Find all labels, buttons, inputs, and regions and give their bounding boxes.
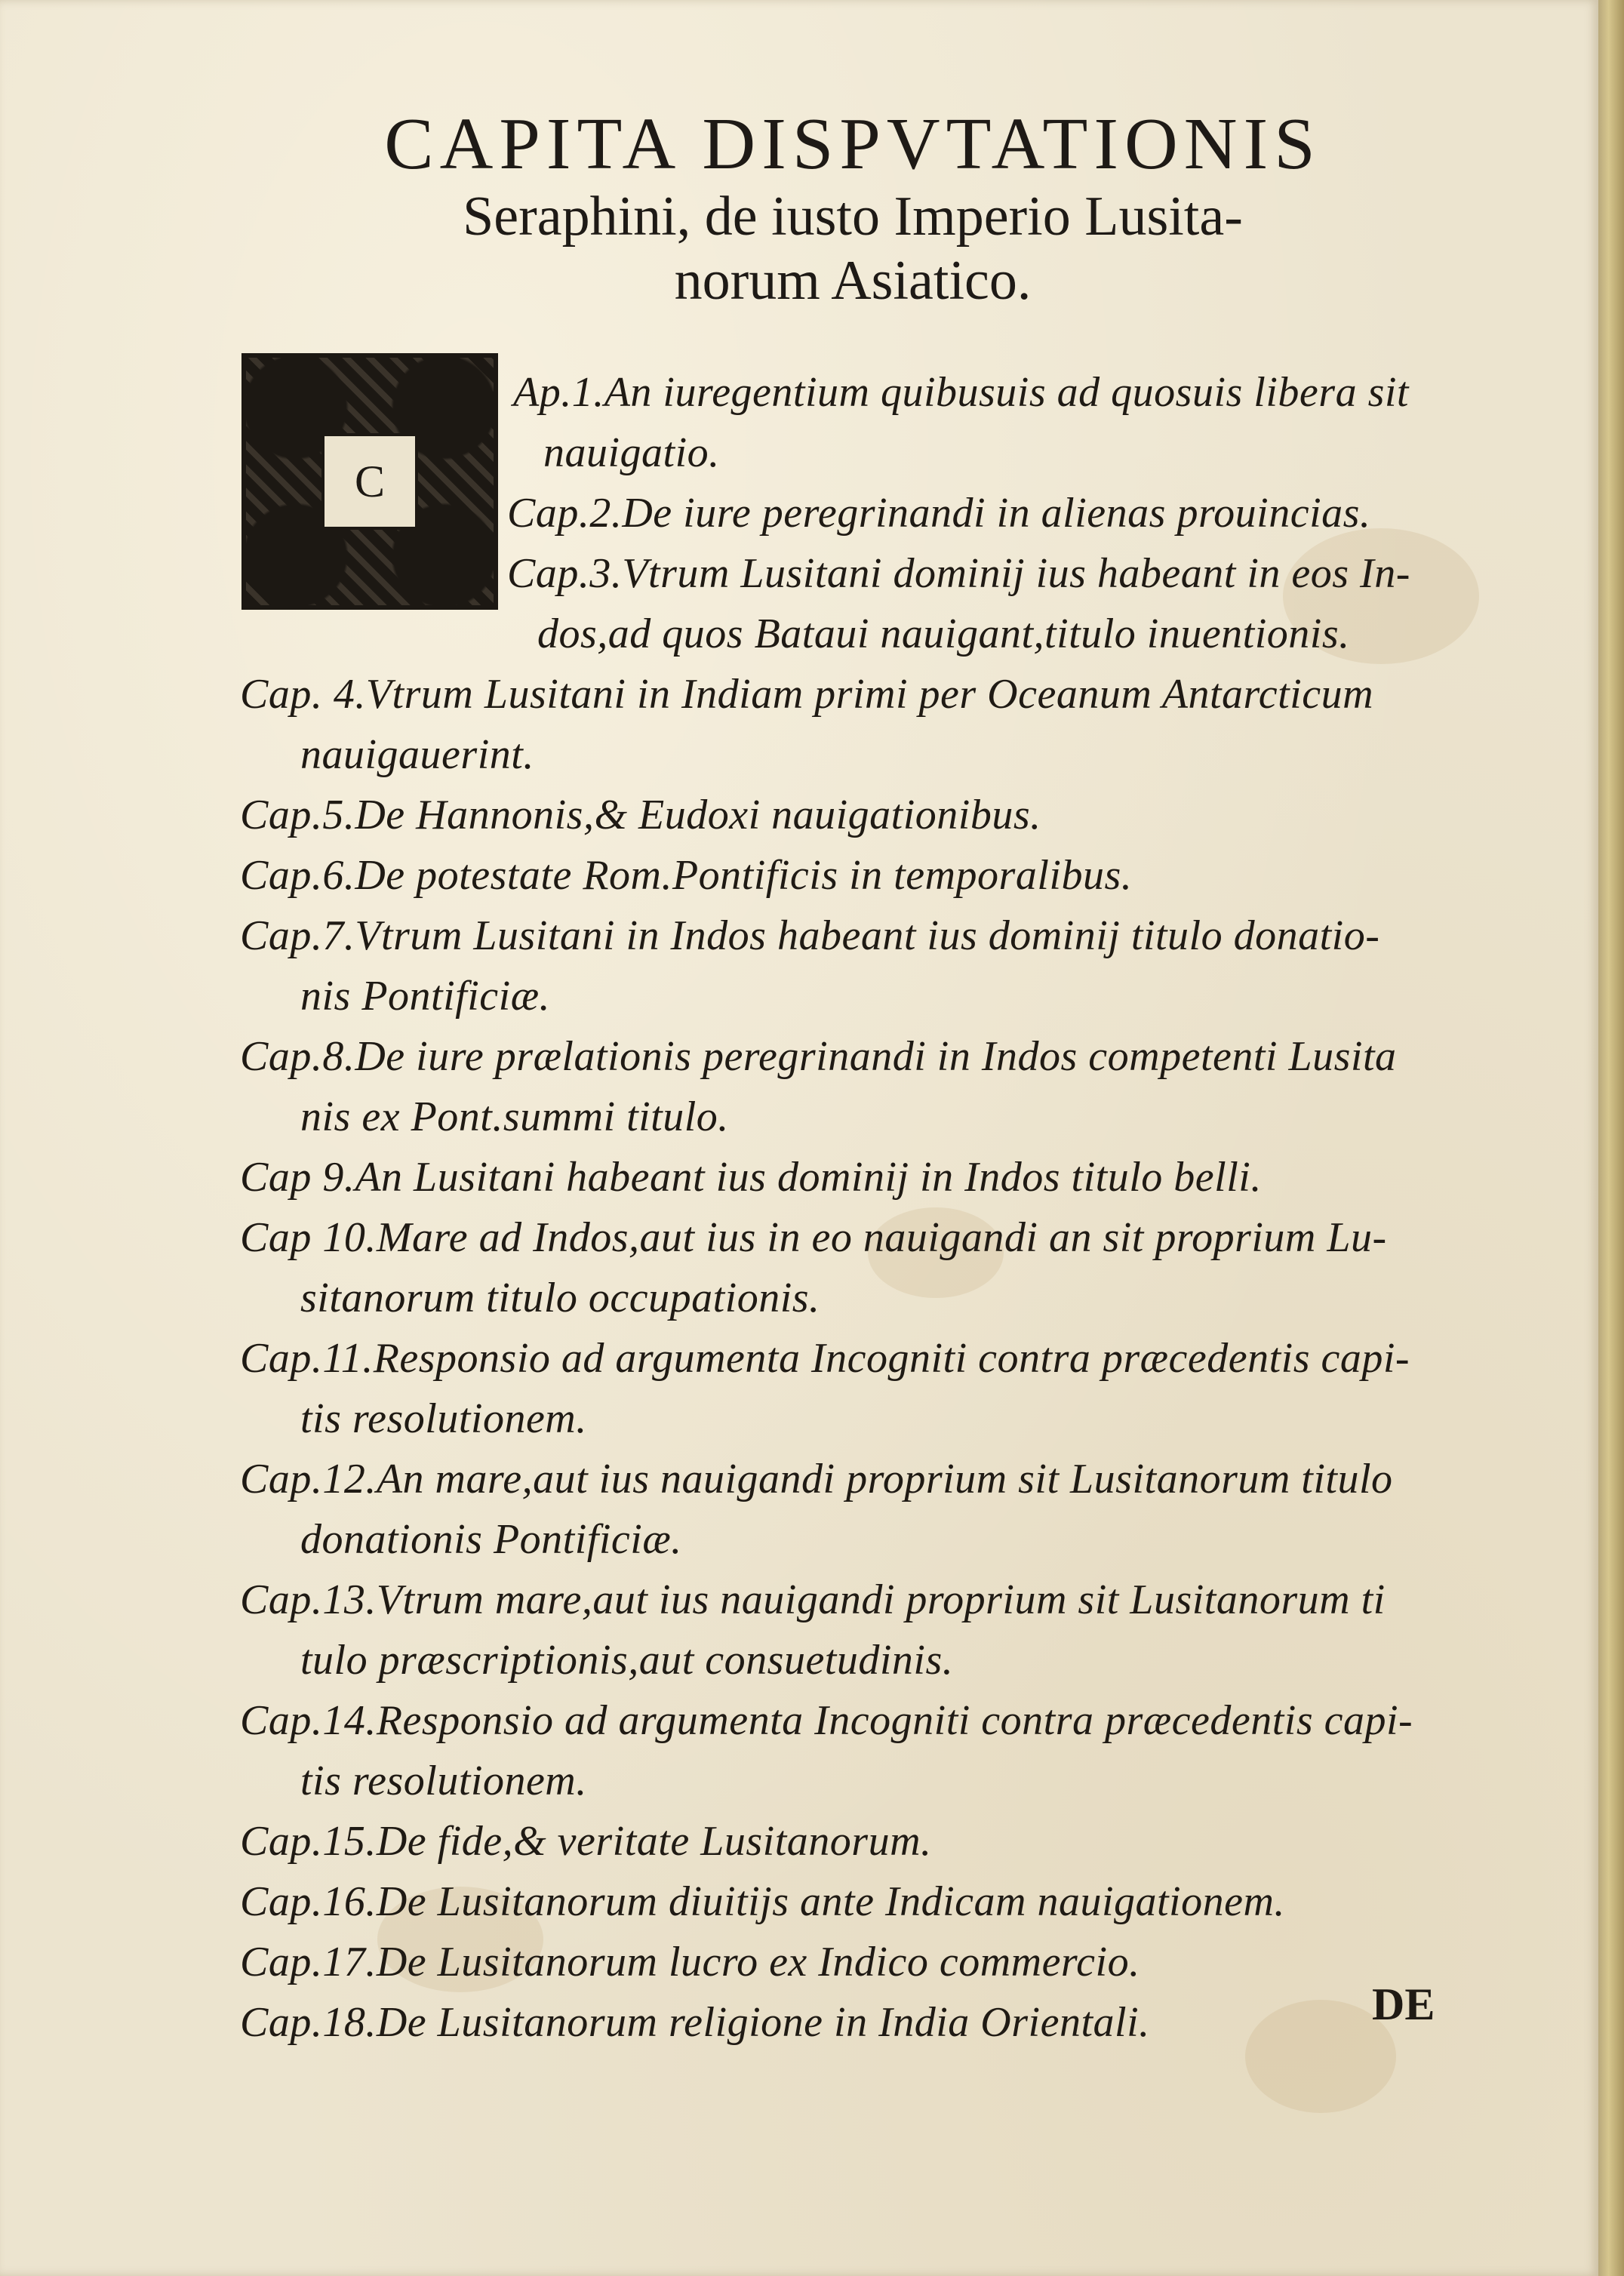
page-subtitle-line-2: norum Asiatico. <box>674 250 1032 312</box>
chapter-line: donationis Pontificiæ. <box>300 1516 682 1563</box>
chapter-line: nis Pontificiæ. <box>300 973 551 1020</box>
chapter-line: Cap.17.De Lusitanorum lucro ex Indico commercio. <box>240 1939 1140 1985</box>
chapter-line: Cap.18.De Lusitanorum religione in India Orientali. <box>240 1999 1150 2046</box>
chapter-line: Cap.14.Responsio ad argumenta Incogniti contra præcedentis capi- <box>240 1697 1413 1744</box>
chapter-line: Cap 9.An Lusitani habeant ius dominij in Indos titulo belli. <box>240 1154 1262 1201</box>
chapter-line: Cap.13.Vtrum mare,aut ius nauigandi proprium sit Lusitanorum ti <box>240 1576 1386 1623</box>
chapter-line: nauigauerint. <box>300 731 534 778</box>
chapter-line: Cap.5.De Hannonis,& Eudoxi nauigationibus. <box>240 792 1041 838</box>
page-title: CAPITA DISPVTATIONIS <box>384 103 1321 185</box>
chapter-line: tis resolutionem. <box>300 1395 587 1442</box>
chapter-line: Cap.6.De potestate Rom.Pontificis in temporalibus. <box>240 852 1133 899</box>
chapter-line: Cap.11.Responsio ad argumenta Incogniti contra præcedentis capi- <box>240 1335 1410 1382</box>
chapter-line: Cap 10.Mare ad Indos,aut ius in eo nauigandi an sit proprium Lu- <box>240 1214 1387 1261</box>
chapter-line: nis ex Pont.summi titulo. <box>300 1093 729 1140</box>
chapter-line: Cap.15.De fide,& veritate Lusitanorum. <box>240 1818 932 1865</box>
chapter-line: dos,ad quos Bataui nauigant,titulo inuentionis. <box>537 611 1350 657</box>
chapter-line: Cap.12.An mare,aut ius nauigandi proprium sit Lusitanorum titulo <box>240 1456 1393 1502</box>
decorated-initial <box>241 353 498 610</box>
chapter-line: Ap.1.An iuregentium quibusuis ad quosuis libera sit <box>513 369 1409 416</box>
chapter-line: Cap.2.De iure peregrinandi in alienas prouincias. <box>507 490 1371 537</box>
chapter-line: nauigatio. <box>543 429 720 476</box>
chapter-line: Cap.8.De iure prælationis peregrinandi in Indos competenti Lusita <box>240 1033 1397 1080</box>
chapter-line: Cap.3.Vtrum Lusitani dominij ius habeant in eos In- <box>507 550 1410 597</box>
chapter-line: Cap.7.Vtrum Lusitani in Indos habeant ius dominij titulo donatio- <box>240 912 1380 959</box>
page-subtitle-line-1: Seraphini, de iusto Imperio Lusita- <box>463 186 1243 248</box>
page-edge <box>1598 0 1624 2276</box>
catchword: DE <box>1372 1979 1435 2029</box>
chapter-line: tis resolutionem. <box>300 1758 587 1804</box>
chapter-line: Cap.16.De Lusitanorum diuitijs ante Indicam nauigationem. <box>240 1878 1285 1925</box>
chapter-line: tulo præscriptionis,aut consuetudinis. <box>300 1637 954 1684</box>
initial-letter: C <box>321 433 418 530</box>
chapter-line: Cap. 4.Vtrum Lusitani in Indiam primi per Oceanum Antarcticum <box>240 671 1374 718</box>
chapter-line: sitanorum titulo occupationis. <box>300 1275 820 1321</box>
